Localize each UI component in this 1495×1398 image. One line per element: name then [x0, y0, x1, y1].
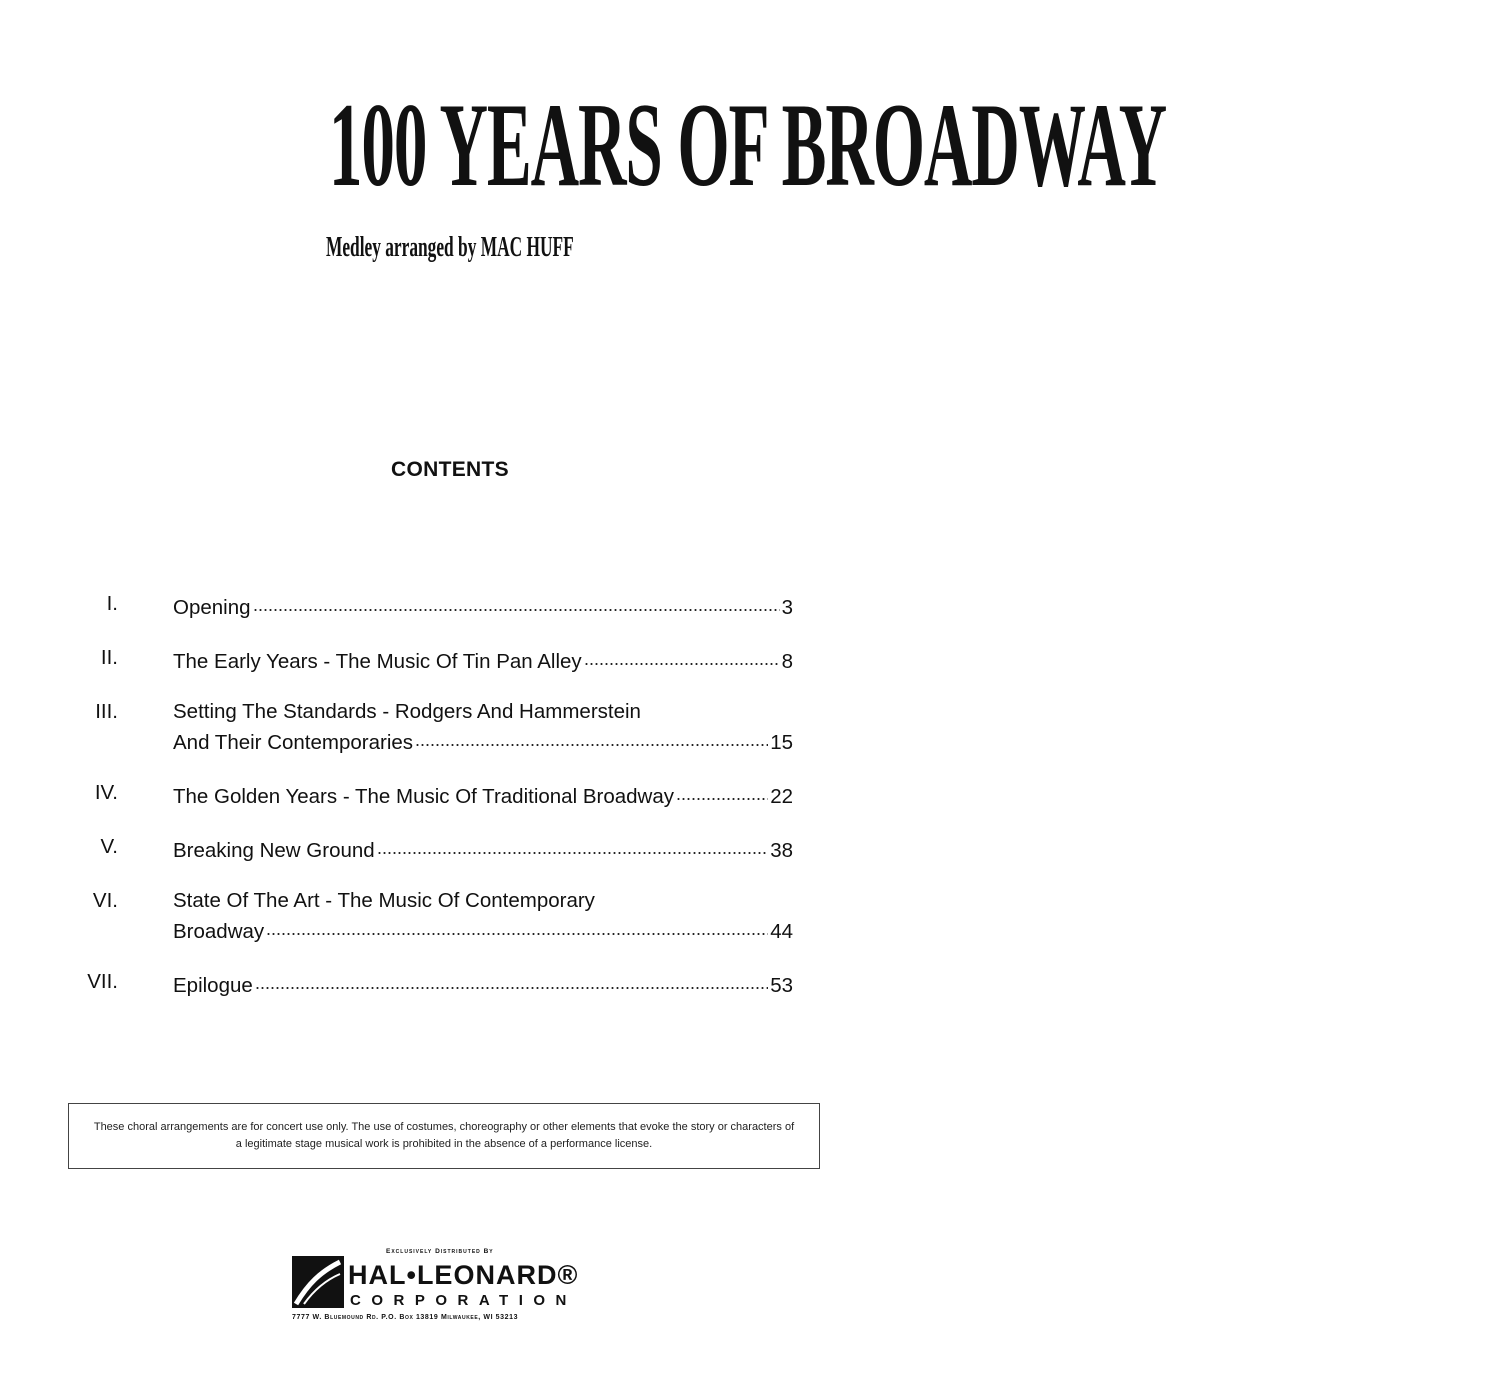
toc-page: 44 [770, 920, 793, 943]
toc-title: Breaking New Ground [173, 839, 375, 862]
contents-heading: CONTENTS [391, 458, 509, 481]
toc-number: VII. [87, 970, 118, 993]
publisher-name: HAL•LEONARD® [348, 1260, 579, 1290]
toc-number: II. [100, 646, 118, 669]
toc-page: 3 [781, 596, 793, 619]
toc-number: VI. [92, 889, 118, 912]
toc-number: III. [95, 700, 118, 723]
toc-number: V. [100, 835, 118, 858]
arranger-credit: Medley arranged by MAC HUFF [326, 232, 574, 263]
leader-dots [266, 914, 768, 938]
toc-title: Setting The Standards - Rodgers And Hammerstein [173, 700, 641, 723]
toc-title-cont: And Their Contemporaries [173, 731, 414, 754]
leader-dots [253, 590, 780, 614]
leader-dots [377, 833, 769, 857]
toc-number: IV. [94, 781, 118, 804]
toc-page: 8 [781, 650, 793, 673]
page-title: 100 YEARS OF BROADWAY [328, 78, 1166, 211]
distributed-by: Exclusively Distributed By [386, 1248, 494, 1255]
toc-page: 22 [770, 785, 793, 808]
leader-dots [676, 779, 768, 803]
toc-title: The Golden Years - The Music Of Traditional Broadway [173, 785, 674, 808]
toc-page: 15 [770, 731, 793, 754]
toc-page: 53 [770, 974, 793, 997]
toc-title: The Early Years - The Music Of Tin Pan Alley [173, 650, 582, 673]
publisher-address: 7777 W. Bluemound Rd. P.O. Box 13819 Milwaukee, WI 53213 [292, 1314, 519, 1321]
toc-title: Epilogue [173, 974, 253, 997]
toc-title-cont: Broadway [173, 920, 265, 943]
publisher-corporation: CORPORATION [350, 1292, 577, 1309]
leader-dots [255, 968, 768, 992]
hal-leonard-logo-icon [290, 1254, 346, 1310]
toc-number: I. [106, 592, 118, 615]
toc-title: Opening [173, 596, 251, 619]
toc-page: 38 [770, 839, 793, 862]
leader-dots [415, 725, 768, 749]
leader-dots [584, 644, 780, 668]
publisher-block [290, 1248, 610, 1328]
performance-notice: These choral arrangements are for concert use only. The use of costumes, choreography or other elements that evoke the story or characters of a legitimate stage musical work is prohibited in the absence of a performance license. [68, 1103, 820, 1169]
toc-title: State Of The Art - The Music Of Contemporary [173, 889, 595, 912]
